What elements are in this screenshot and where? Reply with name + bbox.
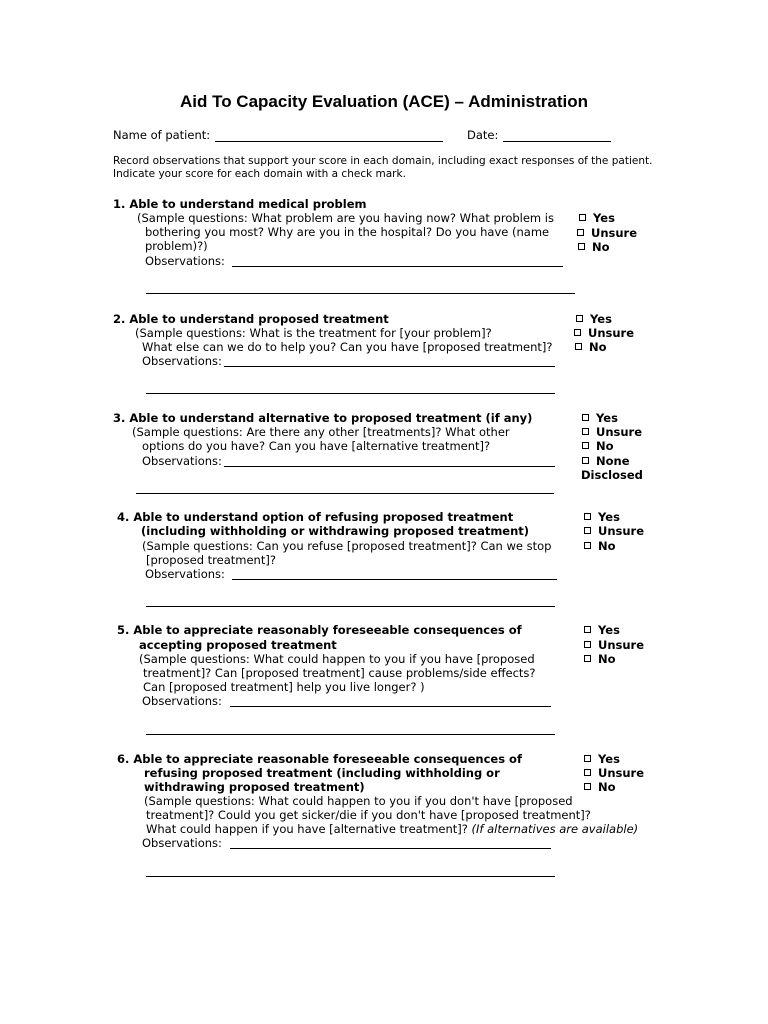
domain-2-option-yes[interactable]: Yes: [576, 312, 612, 326]
checkbox-icon: [584, 655, 591, 662]
domain-5-heading-line-2: accepting proposed treatment: [139, 638, 337, 652]
domain-2-observations-line[interactable]: [224, 366, 555, 367]
domain-2-heading: 2. Able to understand proposed treatment: [113, 312, 389, 326]
domain-6-sample-line-3: What could happen if you have [alternative treatment]? (If alternatives are available): [146, 822, 639, 836]
domain-1-observations-label: Observations:: [145, 254, 225, 268]
domain-4-observations-line-2[interactable]: [146, 606, 555, 607]
checkbox-icon: [582, 414, 589, 421]
domain-1-option-yes[interactable]: Yes: [579, 211, 615, 225]
domain-3-option-unsure[interactable]: Unsure: [582, 425, 642, 439]
domain-4-observations-line[interactable]: [232, 579, 557, 580]
domain-4-option-yes[interactable]: Yes: [584, 510, 620, 524]
domain-5-observations-label: Observations:: [142, 694, 222, 708]
domain-3-option-no[interactable]: No: [582, 439, 614, 453]
domain-6-heading-line-2: refusing proposed treatment (including withholding or: [144, 766, 500, 780]
domain-2-observations-line-2[interactable]: [146, 393, 555, 394]
domain-6-sample-line-1: (Sample questions: What could happen to you if you don't have [proposed: [144, 794, 573, 808]
patient-name-label: Name of patient:: [113, 128, 211, 142]
checkbox-icon: [584, 641, 591, 648]
instructions-line-1: Record observations that support your score in each domain, including exact responses of the patient.: [113, 155, 653, 167]
domain-1-sample-line-3: problem)?): [145, 239, 208, 253]
checkbox-icon: [575, 343, 582, 350]
domain-1-heading: 1. Able to understand medical problem: [113, 197, 367, 211]
domain-6-observations-line-2[interactable]: [146, 876, 555, 877]
domain-3-sample-line-2: options do you have? Can you have [alternative treatment]?: [142, 439, 491, 453]
domain-3-sample-line-1: (Sample questions: Are there any other [treatments]? What other: [132, 425, 510, 439]
domain-5-option-no[interactable]: No: [584, 652, 616, 666]
checkbox-icon: [582, 457, 589, 464]
checkbox-icon: [582, 428, 589, 435]
domain-1-option-unsure[interactable]: Unsure: [577, 226, 637, 240]
domain-3-option-none-disclosed[interactable]: None: [582, 454, 630, 468]
domain-4-option-unsure[interactable]: Unsure: [584, 524, 644, 538]
domain-6-option-no[interactable]: No: [584, 780, 616, 794]
domain-5-observations-line[interactable]: [230, 706, 551, 707]
domain-3-option-yes[interactable]: Yes: [582, 411, 618, 425]
page-title: Aid To Capacity Evaluation (ACE) – Administration: [179, 92, 589, 111]
date-label: Date:: [467, 128, 499, 142]
checkbox-icon: [584, 542, 591, 549]
domain-3-observations-label: Observations:: [142, 454, 222, 468]
domain-3-observations-line-2[interactable]: [136, 493, 554, 494]
checkbox-icon: [574, 329, 581, 336]
checkbox-icon: [584, 769, 591, 776]
domain-4-observations-label: Observations:: [145, 567, 225, 581]
checkbox-icon: [584, 783, 591, 790]
date-field[interactable]: [503, 141, 611, 142]
domain-4-heading-line-1: 4. Able to understand option of refusing proposed treatment: [117, 510, 514, 524]
domain-3-observations-line[interactable]: [224, 466, 555, 467]
domain-6-sample-line-2: treatment]? Could you get sicker/die if you don't have [proposed treatment]?: [146, 808, 591, 822]
checkbox-icon: [578, 243, 585, 250]
domain-4-sample-line-1: (Sample questions: Can you refuse [proposed treatment]? Can we stop: [142, 539, 552, 553]
domain-1-observations-line[interactable]: [232, 266, 563, 267]
checkbox-icon: [584, 626, 591, 633]
domain-1-observations-line-2[interactable]: [146, 293, 575, 294]
domain-3-option-none-disclosed-label: Disclosed: [581, 468, 643, 482]
domain-2-option-unsure[interactable]: Unsure: [574, 326, 634, 340]
domain-5-option-unsure[interactable]: Unsure: [584, 638, 644, 652]
domain-4-option-no[interactable]: No: [584, 539, 616, 553]
domain-6-observations-label: Observations:: [142, 836, 222, 850]
domain-3-heading: 3. Able to understand alternative to proposed treatment (if any): [113, 411, 533, 425]
checkbox-icon: [579, 214, 586, 221]
domain-2-sample-line-1: (Sample questions: What is the treatment for [your problem]?: [135, 326, 492, 340]
domain-5-option-yes[interactable]: Yes: [584, 623, 620, 637]
domain-6-option-unsure[interactable]: Unsure: [584, 766, 644, 780]
domain-2-sample-line-2: What else can we do to help you? Can you have [proposed treatment]?: [142, 340, 553, 354]
domain-5-sample-line-1: (Sample questions: What could happen to you if you have [proposed: [139, 652, 535, 666]
domain-2-observations-label: Observations:: [142, 354, 222, 368]
checkbox-icon: [577, 229, 584, 236]
domain-6-option-yes[interactable]: Yes: [584, 752, 620, 766]
checkbox-icon: [584, 513, 591, 520]
domain-6-heading-line-3: withdrawing proposed treatment): [144, 780, 365, 794]
domain-5-sample-line-2: treatment]? Can [proposed treatment] cause problems/side effects?: [143, 666, 536, 680]
checkbox-icon: [576, 315, 583, 322]
instructions-line-2: Indicate your score for each domain with a check mark.: [113, 168, 406, 180]
domain-4-heading-line-2: (including withholding or withdrawing proposed treatment): [141, 524, 530, 538]
domain-6-heading-line-1: 6. Able to appreciate reasonable foreseeable consequences of: [117, 752, 522, 766]
domain-1-option-no[interactable]: No: [578, 240, 610, 254]
domain-6-observations-line[interactable]: [230, 848, 551, 849]
checkbox-icon: [582, 442, 589, 449]
domain-6-sample-note: (If alternatives are available): [471, 822, 639, 836]
domain-5-heading-line-1: 5. Able to appreciate reasonably foreseeable consequences of: [117, 623, 522, 637]
domain-5-observations-line-2[interactable]: [146, 734, 555, 735]
domain-1-sample-line-2: bothering you most? Why are you in the hospital? Do you have (name: [145, 225, 550, 239]
checkbox-icon: [584, 527, 591, 534]
domain-1-sample-line-1: (Sample questions: What problem are you having now? What problem is: [137, 211, 554, 225]
checkbox-icon: [584, 755, 591, 762]
domain-5-sample-line-3: Can [proposed treatment] help you live longer? ): [143, 680, 425, 694]
patient-name-field[interactable]: [215, 141, 443, 142]
domain-4-sample-line-2: [proposed treatment]?: [146, 553, 276, 567]
domain-2-option-no[interactable]: No: [575, 340, 607, 354]
